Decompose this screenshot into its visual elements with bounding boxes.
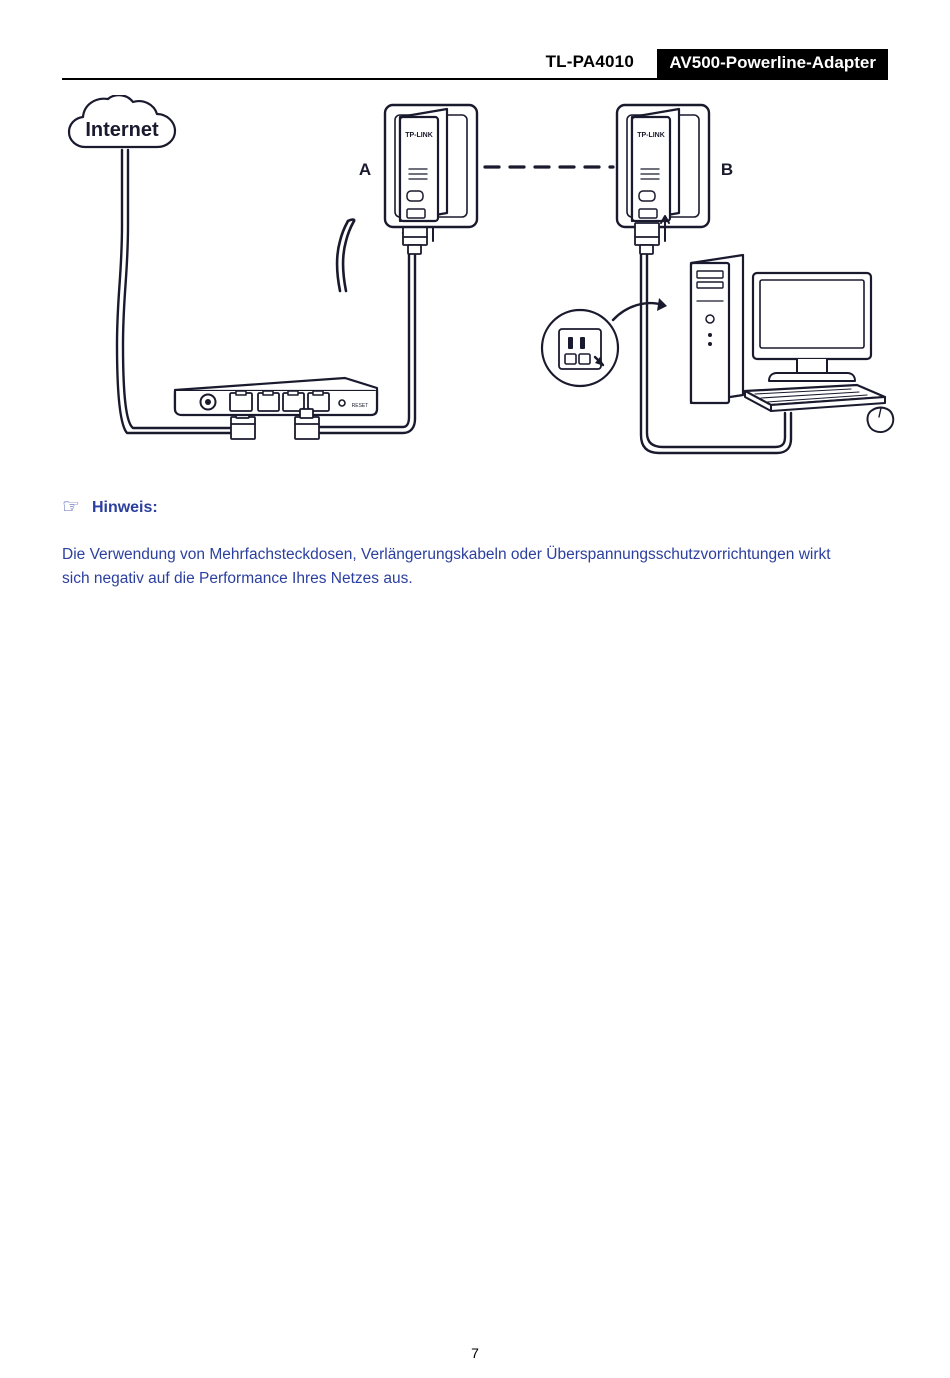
page-footer xyxy=(0,1345,950,1361)
wireless-router-device xyxy=(175,220,377,416)
header-divider xyxy=(62,78,888,80)
desktop-computer-icon xyxy=(691,255,893,432)
adapter-a-brand: TP-LINK xyxy=(405,132,433,139)
header-model-name: TL-PA4010 xyxy=(545,52,634,71)
wall-outlet-adapter-b xyxy=(617,105,709,227)
note-text: Die Verwendung von Mehrfachsteckdosen, Verlängerungskabeln oder Überspannungsschutzvorrichtungen wirkt sich negativ auf die Performance Ihres Netzes aus. xyxy=(62,546,831,588)
internet-cloud-label: Internet xyxy=(85,119,159,141)
note-title: Hinweis: xyxy=(91,499,158,516)
rj45-plug-adapter-b xyxy=(635,223,659,254)
adapter-a-label: A xyxy=(358,160,372,179)
note-header xyxy=(62,495,892,521)
page-header xyxy=(62,40,888,80)
svg-text:RESET: RESET xyxy=(351,403,369,409)
internet-cloud-icon xyxy=(69,95,175,147)
page-number: 7 xyxy=(471,1345,479,1361)
note-block xyxy=(62,495,892,591)
header-product-badge: AV500-Powerline-Adapter xyxy=(657,49,888,78)
adapter-b-label: B xyxy=(720,160,734,179)
wall-outlet-adapter-a xyxy=(385,105,477,227)
adapter-b-brand: TP-LINK xyxy=(637,132,665,139)
network-setup-diagram xyxy=(55,95,895,485)
magnified-outlet-detail xyxy=(542,310,618,386)
pointing-hand-icon: ☞ xyxy=(62,496,80,518)
